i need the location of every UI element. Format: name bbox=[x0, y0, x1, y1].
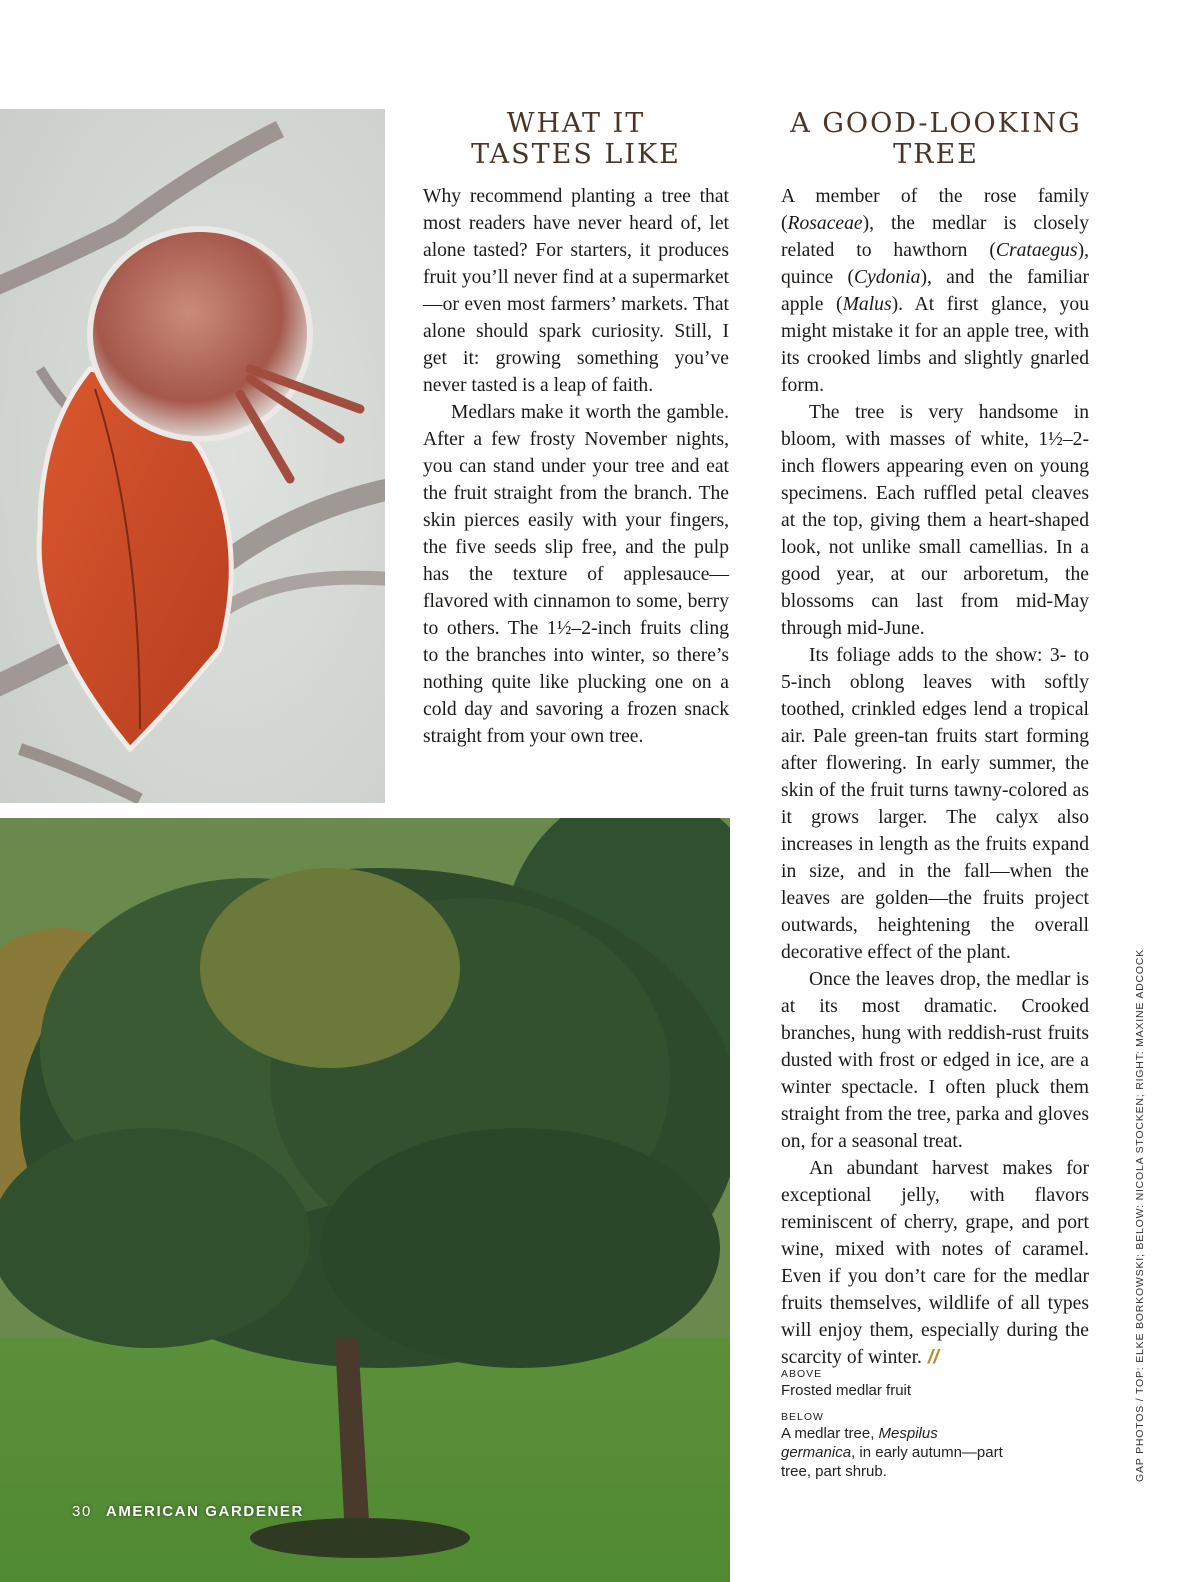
latin-name: Crataegus bbox=[995, 240, 1078, 261]
photo-credit: GAP PHOTOS / TOP: ELKE BORKOWSKI; BELOW: NICOLA STOCKEN; RIGHT: MAXINE ADCOCK bbox=[1134, 948, 1146, 1482]
heading-line: WHAT IT bbox=[506, 108, 646, 139]
paragraph: Medlars make it worth the gamble. After a few frosty November nights, you can stand under your tree and eat the fruit straight from the branch. The skin pierces easily with your fingers, the five seeds slip free, and the pulp has the texture of applesauce—flavored with cinnamon to some, berry to others. The 1½–2-inch fruits cling to the branches into winter, so there’s nothing quite like plucking one on a cold day and savoring a frozen snack straight from your own tree. bbox=[423, 402, 729, 747]
section-heading-taste bbox=[420, 108, 732, 170]
photo-captions bbox=[781, 1367, 1011, 1481]
section-heading-tree bbox=[782, 108, 1090, 170]
latin-name: Malus bbox=[842, 294, 892, 315]
medlar-tree-photo bbox=[0, 818, 730, 1582]
paragraph: Why recommend planting a tree that most readers have never heard of, let alone tasted? For starters, it produces fruit you’ll never find at a supermarket —or even most farmers’ markets. That alone should spark curiosity. Still, I get it: growing something you’ve never tasted is a leap of faith. bbox=[423, 186, 729, 396]
heading-line: TREE bbox=[893, 139, 979, 170]
article-column-left bbox=[423, 183, 729, 750]
magazine-title: AMERICAN GARDENER bbox=[105, 1503, 304, 1520]
paragraph: The tree is very handsome in bloom, with masses of white, 1½–2-inch flowers appearing even on young specimens. Each ruffled petal cleaves at the top, giving them a heart-shaped look, not unlike small camellias. In a good year, at our arboretum, the blossoms can last from mid-May through mid-June. bbox=[781, 402, 1089, 639]
heading-line: TASTES LIKE bbox=[471, 139, 681, 170]
paragraph: Its foliage adds to the show: 3- to 5-inch oblong leaves with softly toothed, crinkled edges lend a tropical air. Pale green-tan fruits start forming after flowering. In early summer, the skin of the fruit turns tawny-colored as it grows larger. The calyx also increases in length as the fruits expand in size, and in the fall—when the leaves are golden—the fruits project outwards, heightening the overall decorative effect of the plant. bbox=[781, 645, 1089, 963]
caption-above: Frosted medlar fruit bbox=[781, 1382, 912, 1399]
paragraph: A member of the rose family (Rosaceae), the medlar is closely related to hawthorn (Crataegus), quince (Cydonia), and the familiar apple (Malus). At first glance, you might mistake it for an apple tree, with its crooked limbs and slightly gnarled form. bbox=[781, 186, 1089, 396]
page-footer bbox=[72, 1503, 304, 1520]
latin-name: Cydonia bbox=[854, 267, 921, 288]
page-number: 30 bbox=[72, 1503, 92, 1520]
latin-name: Rosaceae bbox=[787, 213, 863, 234]
caption-label-below: BELOW bbox=[781, 1411, 824, 1423]
caption-below: A medlar tree, Mespilus germanica, in early autumn—part tree, part shrub. bbox=[781, 1425, 1003, 1480]
article-column-right bbox=[781, 183, 1089, 1371]
paragraph: An abundant harvest makes for exceptional jelly, with flavors reminiscent of cherry, grape, and port wine, mixed with notes of caramel. Even if you don’t care for the medlar fruits themselves, wildlife of all types will enjoy them, especially during the scarcity of winter. // bbox=[781, 1158, 1089, 1368]
end-of-article-mark: // bbox=[927, 1346, 939, 1368]
frosted-medlar-photo bbox=[0, 109, 385, 803]
heading-line: A GOOD-LOOKING bbox=[790, 108, 1082, 139]
caption-label-above: ABOVE bbox=[781, 1368, 823, 1380]
paragraph: Once the leaves drop, the medlar is at its most dramatic. Crooked branches, hung with reddish-rust fruits dusted with frost or edged in ice, are a winter spectacle. I often pluck them straight from the tree, parka and gloves on, for a seasonal treat. bbox=[781, 969, 1089, 1152]
